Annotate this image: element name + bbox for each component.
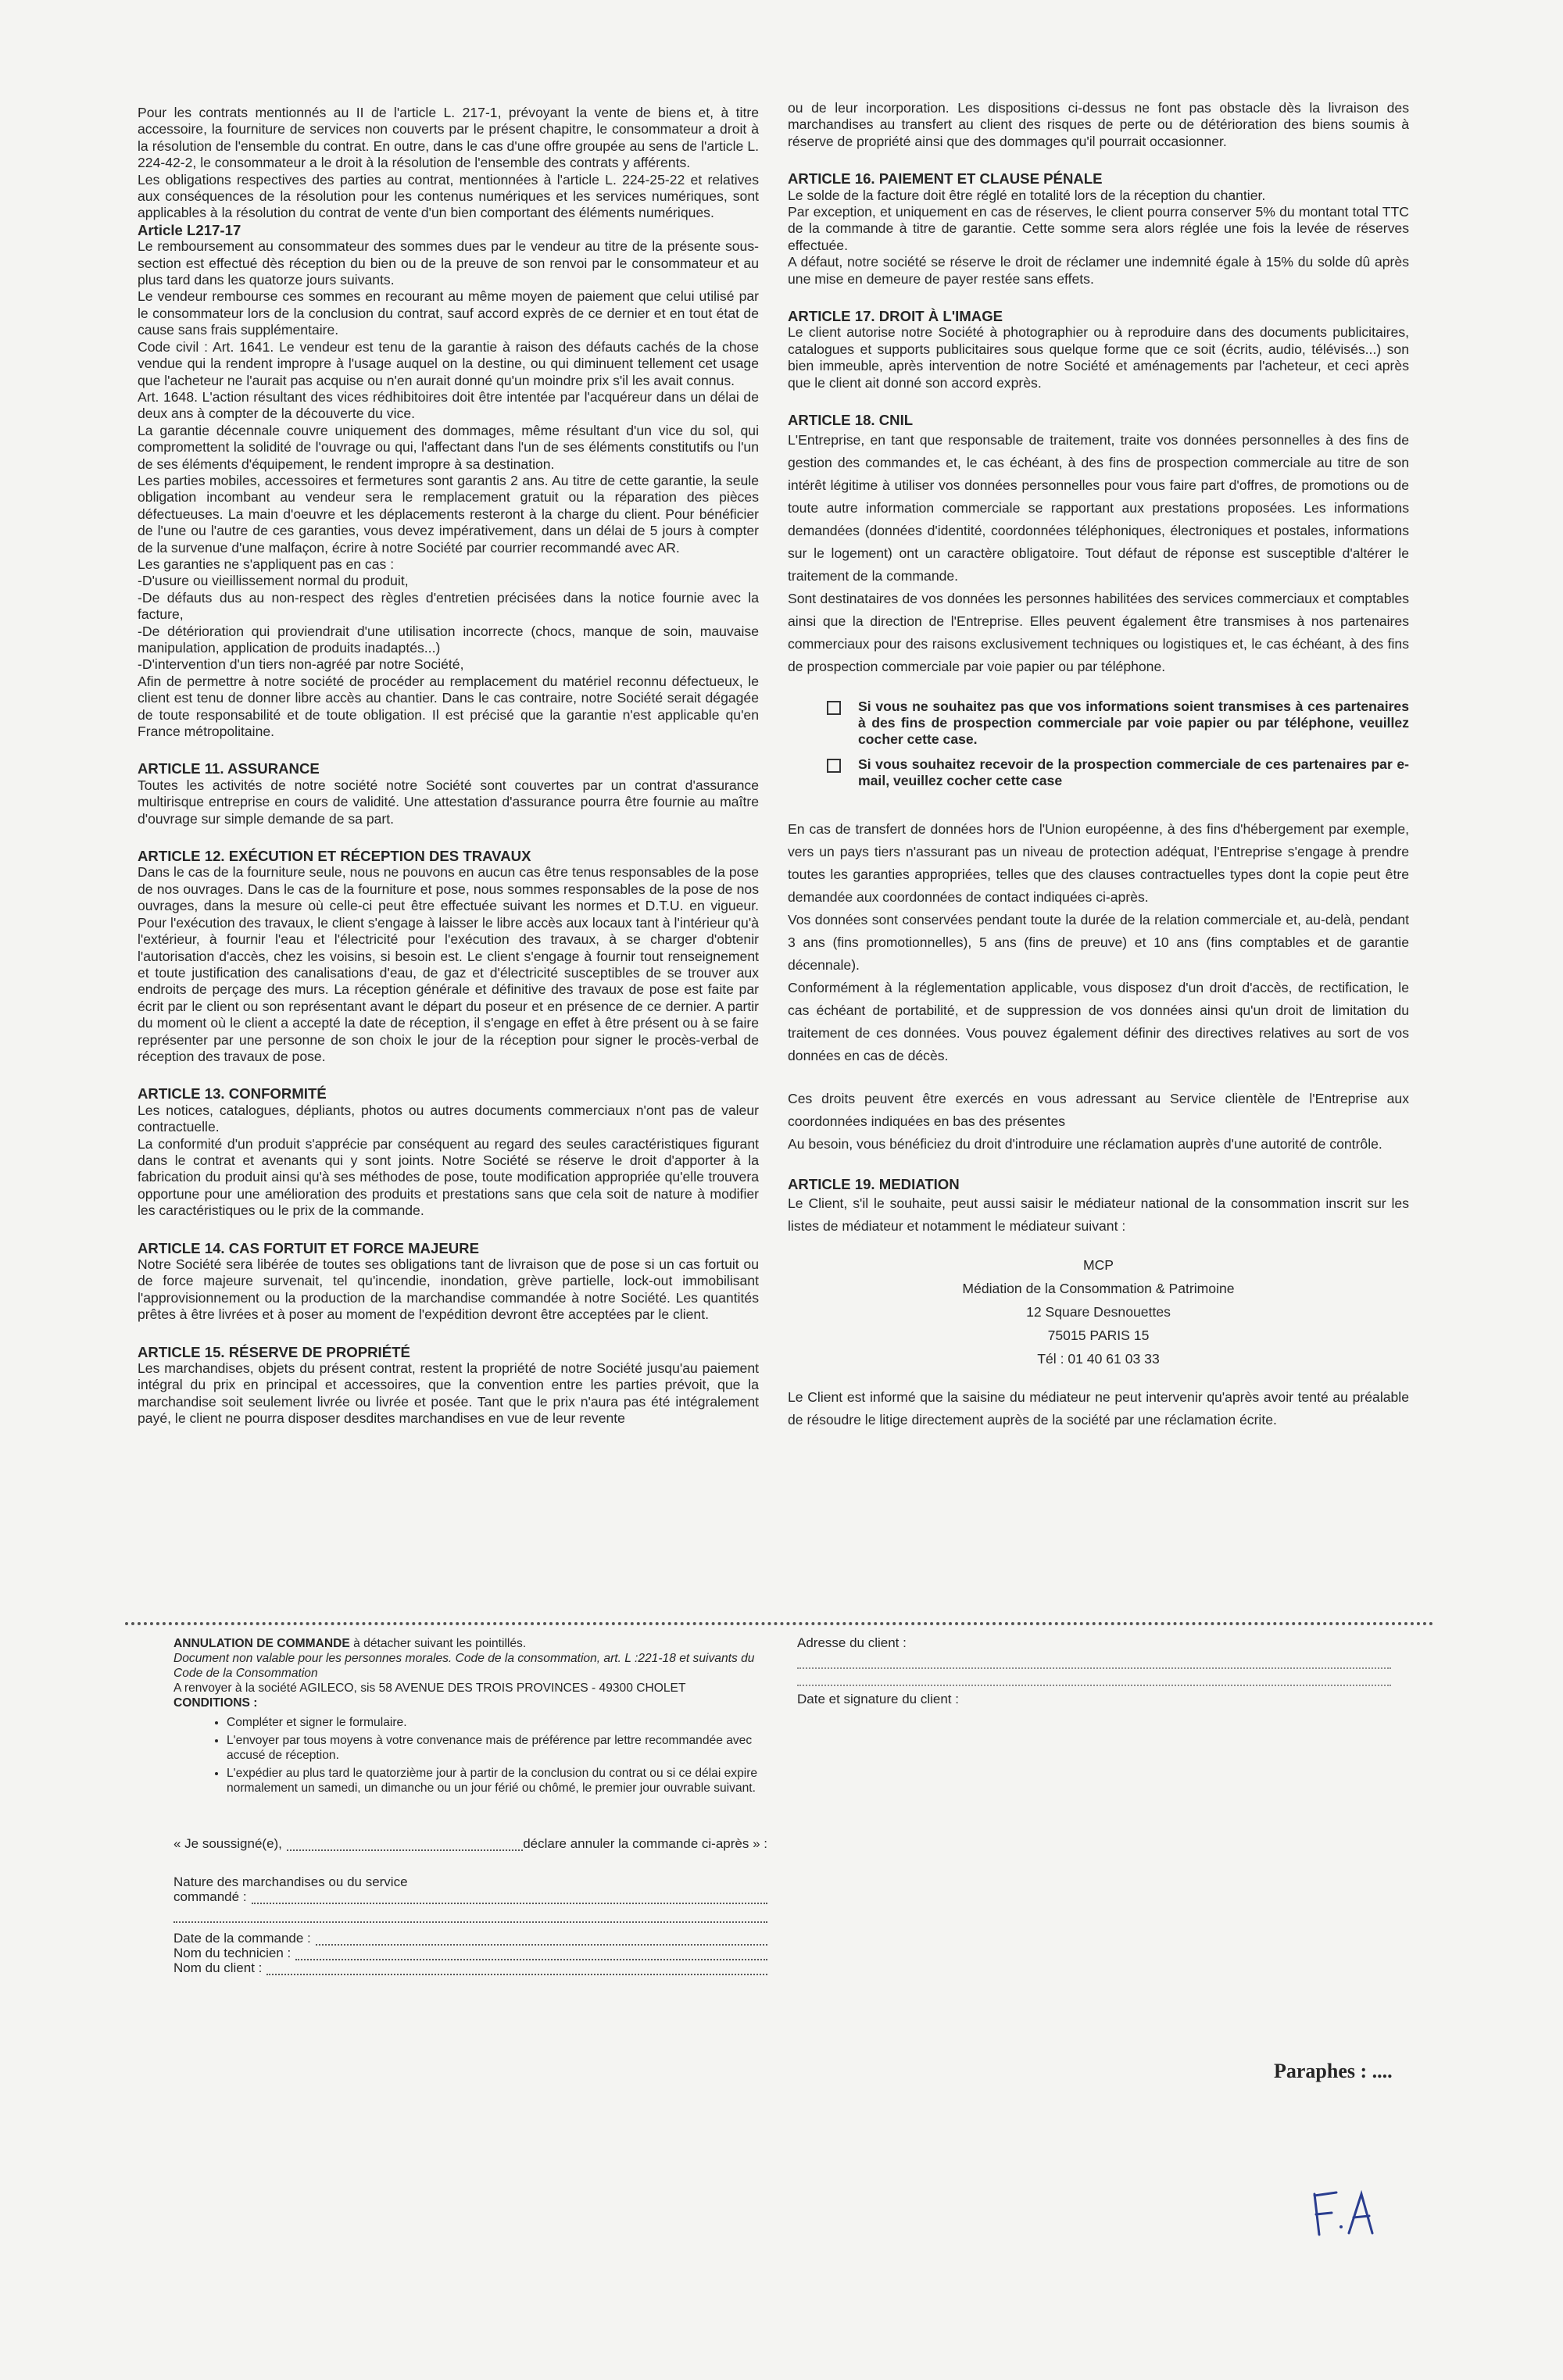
warranty-paragraph: -D'usure ou vieillissement normal du produit, (138, 573, 409, 589)
optout-checkbox[interactable] (827, 701, 841, 715)
date-signature-label: Date et signature du client : (797, 1692, 959, 1706)
right-column (788, 100, 1409, 1431)
technician-field[interactable] (295, 1948, 767, 1960)
transfer-paragraph: Conformément à la réglementation applicable, vous disposez d'un droit d'accès, de rectification, le cas échéant de portabilité, et de suppression de vos données ainsi qu'un droit de limitation du traitement de ces données. Vous pouvez également définir des directives relatives au sort de vos données en cas de décès. (788, 979, 1409, 1063)
rights-paragraph: Au besoin, vous bénéficiez du droit d'introduire une réclamation auprès d'une autorité de contrôle. (788, 1135, 1382, 1152)
article-16-title: ARTICLE 16. PAIEMENT ET CLAUSE PÉNALE (788, 170, 1103, 188)
warranty-paragraph: -De défauts dus au non-respect des règles d'entretien précisées dans la notice fournie avec la facture, (138, 589, 759, 623)
email-optin-label: Si vous souhaitez recevoir de la prospection commerciale de ces partenaires par e-mail, veuillez cocher cette case (858, 756, 1409, 789)
mediator-address (788, 1253, 1409, 1370)
signer-name-field[interactable] (287, 1839, 523, 1851)
article-18-paragraph: L'Entreprise, en tant que responsable de traitement, traite vos données personnelles à des fins de gestion des commandes et, le cas échéant, à des fins de prospection commerciale au titre de son intérêt légitime à utiliser vos données personnelles pour vous faire part d'offres, de promotions ou de toute autre information commerciale se rapportant aux prestations proposées. Les informations demandées (données d'identité, coordonnées téléphoniques, électroniques et postales, informations sur le logement) ont un caractère obligatoire. Tout défaut de réponse est susceptible d'altérer le traitement de la commande. (788, 431, 1409, 584)
conditions-label: CONDITIONS : (173, 1696, 258, 1710)
paraphes-label: Paraphes : .... (1274, 2060, 1393, 2082)
left-column (138, 105, 759, 1428)
article-15-continued: ou de leur incorporation. Les dispositions ci-dessus ne font pas obstacle dès la livraison des marchandises au transfert au client des risques de perte ou de détérioration des biens soumis à réserve de propriété ainsi que des dommages qu'il pourrait occasionner. (788, 100, 1409, 149)
article-14-text: Notre Société sera libérée de toutes ses obligations tant de livraison que de pose si un cas fortuit ou de force majeure survenait, tel qu'incendie, inondation, grève partielle, lock-out immobilisant l'approvisionnement ou la production de la marchandise commandée à notre Société. Les quantités prêtes à être livrées et à poser au moment de l'expédition devront être acceptées par le client. (138, 1256, 759, 1323)
declaration-line (173, 1836, 767, 1851)
cancellation-form (173, 1636, 767, 1975)
cancellation-note: Document non valable pour les personnes morales. Code de la consommation, art. L :221-18 et suivants du Code de la Consommation (173, 1652, 755, 1680)
optout-label: Si vous ne souhaitez pas que vos informations soient transmises à ces partenaires à des fins de prospection commerciale par voie papier ou par téléphone, veuillez cocher cette case. (858, 698, 1409, 748)
email-optin-checkbox[interactable] (827, 759, 841, 773)
goods-label-2: commandé : (173, 1889, 247, 1904)
client-name-field[interactable] (266, 1963, 767, 1975)
goods-field[interactable] (252, 1892, 767, 1904)
cancellation-title: ANNULATION DE COMMANDE (173, 1637, 350, 1650)
handwritten-initials (1305, 2186, 1383, 2241)
transfer-paragraph: En cas de transfert de données hors de l'Union européenne, à des fins d'hébergement par exemple, vers un pays tiers n'assurant pas un niveau de protection adéquat, l'Entreprise s'engage à prendre toutes les garanties appropriées, telles que des clauses contractuelles types dont la copie peut être demandée aux coordonnées de contact indiquées ci-après. (788, 820, 1409, 905)
order-date-field[interactable] (316, 1933, 767, 1946)
transfer-paragraph: Vos données sont conservées pendant toute la durée de la relation commerciale et, au-delà, pendant 3 ans (fins promotionnelles), 5 ans (fins de preuve) et 10 ans (fins comptables et de garantie décennale). (788, 911, 1409, 973)
article-13-paragraph: Les notices, catalogues, dépliants, photos ou autres documents commerciaux n'ont pas de valeur contractuelle. (138, 1102, 759, 1135)
article-18-title: ARTICLE 18. CNIL (788, 412, 914, 429)
warranty-paragraph: -De détérioration qui proviendrait d'une utilisation incorrecte (chocs, manque de soin, mauvaise manipulation, application de produits inadaptés...) (138, 623, 759, 656)
goods-extra-line (173, 1910, 767, 1923)
conditions-list (173, 1715, 767, 1796)
l217-paragraph: Le vendeur rembourse ces sommes en recourant au même moyen de paiement que celui utilisé par le consommateur lors de la conclusion du contrat, sauf accord exprès de ce dernier et en tout état de cause sans frais supplémentaire. (138, 288, 759, 338)
order-date-label: Date de la commande : (173, 1931, 311, 1946)
civil-code-1641: Code civil : Art. 1641. Le vendeur est tenu de la garantie à raison des défauts cachés de la chose vendue qui la rendent impropre à l'usage auquel on la destine, ou qui diminuent tellement cet usage que l'acheteur ne l'aurait pas acquise ou n'en aurait donné qu'un moindre prix s'il les avait connus. (138, 338, 759, 388)
article-12-text: Dans le cas de la fourniture seule, nous ne pouvons en aucun cas être tenus responsables de la pose de nos ouvrages. Dans le cas de la fourniture et pose, nous sommes responsables de la pose de nos ouvrages, dans la mesure où celle-ci peut être effectuée suivant les normes et D.T.U. en vigueur. Pour l'exécution des travaux, le client s'engage à laisser le libre accès aux locaux tant à l'intérieur qu'à l'extérieur, à fournir l'eau et l'électricité pour l'exécution des travaux, à se charger d'obtenir l'autorisation d'accès, chez les voisins, si besoin est. Le client s'engage à fournir tout renseignement et toute justification des canalisations d'eau, de gaz et d'électricité susceptibles de se trouver aux endroits de perçage des murs. La réception générale et définitive des travaux de pose est faite par écrit par le client ou son représentant avant le départ du poseur et en présence de ce dernier. A partir du moment où le client a accepté la date de réception, il s'engage en effet à être présent ou à se faire représenter par une personne de son choix le jour de la réception pour signer le procès-verbal de réception des travaux de pose. (138, 864, 759, 1064)
partners-optout-option[interactable] (827, 699, 1409, 749)
mediator-city: 75015 PARIS 15 (1047, 1327, 1150, 1343)
declaration-end: déclare annuler la commande ci-après » : (523, 1836, 767, 1851)
civil-code-1648: Art. 1648. L'action résultant des vices rédhibitoires doit être intentée par l'acquéreur dans un délai de deux ans à compter de la découverte du vice. (138, 388, 759, 422)
client-name-line (173, 1960, 767, 1975)
intro-paragraph: Pour les contrats mentionnés au II de l'article L. 217-1, prévoyant la vente de biens et, à titre accessoire, la fourniture de services non couverts par le présent chapitre, le consommateur a droit à la résolution de l'ensemble du contrat. En outre, dans le cas d'une offre groupée au sens de l'article L. 224-42-2, le consommateur a le droit à la résolution de l'ensemble des contrats y afférents. (138, 105, 759, 171)
tear-off-line (125, 1622, 1434, 1625)
client-address-field-2[interactable] (797, 1669, 1391, 1686)
client-address-field[interactable] (797, 1652, 1391, 1669)
order-date-line (173, 1931, 767, 1946)
article-18-paragraph: Sont destinataires de vos données les personnes habilitées des services commerciaux et comptables ainsi que la direction de l'Entreprise. Elles peuvent également être transmises à nos partenaires commerciaux pour des raisons exclusivement techniques ou logistiques et, le cas échéant, à des fins de prospection commerciale par voie papier ou par téléphone. (788, 590, 1409, 674)
condition-item: • Compléter et signer le formulaire. (227, 1715, 767, 1730)
partners-email-option[interactable] (827, 756, 1409, 790)
client-address-label: Adresse du client : (797, 1635, 907, 1650)
article-19-text: Le Client, s'il le souhaite, peut aussi saisir le médiateur national de la consommation inscrit sur les listes de médiateur et notamment le médiateur suivant : (788, 1195, 1409, 1234)
goods-label: Nature des marchandises ou du service (173, 1874, 408, 1889)
rights-paragraph: Ces droits peuvent être exercés en vous adressant au Service clientèle de l'Entreprise aux coordonnées indiquées en bas des présentes (788, 1090, 1409, 1129)
condition-item: • L'envoyer par tous moyens à votre convenance mais de préférence par lettre recommandée avec accusé de réception. (227, 1733, 767, 1763)
warranty-paragraph: Les parties mobiles, accessoires et fermetures sont garantis 2 ans. Au titre de cette garantie, la seule obligation incombant au vendeur sera le remplacement gratuit ou la réparation des pièces défectueuses. La main d'oeuvre et les déplacements resteront à la charge du client. Pour bénéficier de l'une ou l'autre de ces garanties, vous devez impérativement, dans un délai de 5 jours à compter de la survenue d'une malfaçon, écrire à notre Société par courrier recommandé avec AR. (138, 472, 759, 556)
article-12-title: ARTICLE 12. EXÉCUTION ET RÉCEPTION DES TRAVAUX (138, 848, 531, 865)
cancellation-title-rest: à détacher suivant les pointillés. (349, 1637, 527, 1650)
article-14-title: ARTICLE 14. CAS FORTUIT ET FORCE MAJEURE (138, 1239, 479, 1256)
technician-line (173, 1946, 767, 1960)
warranty-paragraph: -D'intervention d'un tiers non-agréé par notre Société, (138, 656, 464, 673)
declaration-start: « Je soussigné(e), (173, 1836, 282, 1851)
cancellation-send-to: A renvoyer à la société AGILECO, sis 58 AVENUE DES TROIS PROVINCES - 49300 CHOLET (173, 1681, 686, 1695)
warranty-paragraph: La garantie décennale couvre uniquement des dommages, même résultant d'un vice du sol, qui compromettent la solidité de l'ouvrage ou qui, l'affectant dans l'un de ses éléments constitutifs ou l'un de ses éléments d'équipement, le rendent impropre à sa destination. (138, 422, 759, 472)
intro-paragraph: Les obligations respectives des parties au contrat, mentionnées à l'article L. 224-25-22 et relatives aux conséquences de la résolution pour les contenus numériques et les services numériques, sont applicables à la résolution du contrat de vente d'un bien comportant des éléments numériques. (138, 171, 759, 221)
warranty-paragraph: Afin de permettre à notre société de procéder au remplacement du matériel reconnu défectueux, le client est tenu de donner libre accès au chantier. Dans le cas contraire, notre Société serait dégagée de toute responsabilité et de toute obligation. Il est précisé que la garantie n'est applicable qu'en France métropolitaine. (138, 673, 759, 740)
mediator-street: 12 Square Desnouettes (1026, 1303, 1171, 1320)
warranty-paragraph: Les garanties ne s'appliquent pas en cas : (138, 556, 395, 572)
article-16-paragraph: Par exception, et uniquement en cas de réserves, le client pourra conserver 5% du montant total TTC de la commande à titre de garantie. Cette somme sera alors réglée une fois la levée de réserves effectuée. (788, 204, 1409, 253)
article-11-text: Toutes les activités de notre société notre Société sont couvertes par un contrat d'assurance multirisque entreprise en cours de validité. Une attestation d'assurance pourra être fournie au maître d'ouvrage sur simple demande de sa part. (138, 777, 759, 827)
client-fields (797, 1635, 1391, 1708)
condition-item: • L'expédier au plus tard le quatorzième jour à partir de la conclusion du contrat ou si ce délai expire normalement un samedi, un dimanche ou un jour férié ou chômé, le premier jour ouvrable suivant. (227, 1766, 767, 1796)
mediator-phone: Tél : 01 40 61 03 33 (1037, 1350, 1160, 1367)
article-11-title: ARTICLE 11. ASSURANCE (138, 760, 320, 777)
article-13-title: ARTICLE 13. CONFORMITÉ (138, 1085, 327, 1102)
goods-line (173, 1889, 767, 1904)
article-19-closing: Le Client est informé que la saisine du médiateur ne peut intervenir qu'après avoir tenté au préalable de résoudre le litige directement auprès de la société par une réclamation écrite. (788, 1388, 1409, 1428)
article-l217-title: Article L217-17 (138, 221, 241, 238)
goods-field-extra[interactable] (173, 1910, 767, 1923)
article-15-title: ARTICLE 15. RÉSERVE DE PROPRIÉTÉ (138, 1343, 410, 1360)
article-17-title: ARTICLE 17. DROIT À L'IMAGE (788, 308, 1003, 325)
article-13-paragraph: La conformité d'un produit s'apprécie par conséquent au regard des seules caractéristiques figurant dans le contrat et avenants qui y sont joints. Notre Société se réserve le droit d'apporter à la fabrication du produit ainsi qu'à ses méthodes de pose, toute modification appropriée qu'elle trouvera opportune pour une amélioration des produits et prestations sans que cela soit de nature à modifier les caractéristiques ou le prix de la commande. (138, 1135, 759, 1219)
mediator-name: MCP (1082, 1256, 1114, 1273)
l217-paragraph: Le remboursement au consommateur des sommes dues par le vendeur au titre de la présente sous-section est effectué dès réception du bien ou de la preuve de son renvoi par le consommateur et au plus tard dans les quatorze jours suivants. (138, 238, 759, 288)
mediator-full-name: Médiation de la Consommation & Patrimoine (962, 1280, 1235, 1296)
client-name-label: Nom du client : (173, 1960, 263, 1975)
article-17-text: Le client autorise notre Société à photographier ou à reproduire dans des documents publicitaires, catalogues et supports publicitaires sous quelque forme que ce soit (écrits, audio, télévisés...) son bien immeuble, après intervention de notre Société et aménagements par l'acheteur, et ceci après que le client ait donné son accord exprès. (788, 324, 1409, 391)
technician-label: Nom du technicien : (173, 1946, 291, 1960)
article-16-paragraph: A défaut, notre société se réserve le droit de réclamer une indemnité égale à 15% du solde dû après une mise en demeure de payer restée sans effets. (788, 254, 1409, 287)
article-16-paragraph: Le solde de la facture doit être réglé en totalité lors de la réception du chantier. (788, 187, 1266, 203)
article-19-title: ARTICLE 19. MEDIATION (788, 1175, 960, 1192)
article-15-text: Les marchandises, objets du présent contrat, restent la propriété de notre Société jusqu'au paiement intégral du prix en principal et accessoires, que la convention entre les parties prévoit, que la marchandise soit seulement livrée ou livrée et posée. Tant que le prix n'aura pas été intégralement payé, le client ne pourra disposer desdites marchandises en vue de leur revente (138, 1360, 759, 1427)
